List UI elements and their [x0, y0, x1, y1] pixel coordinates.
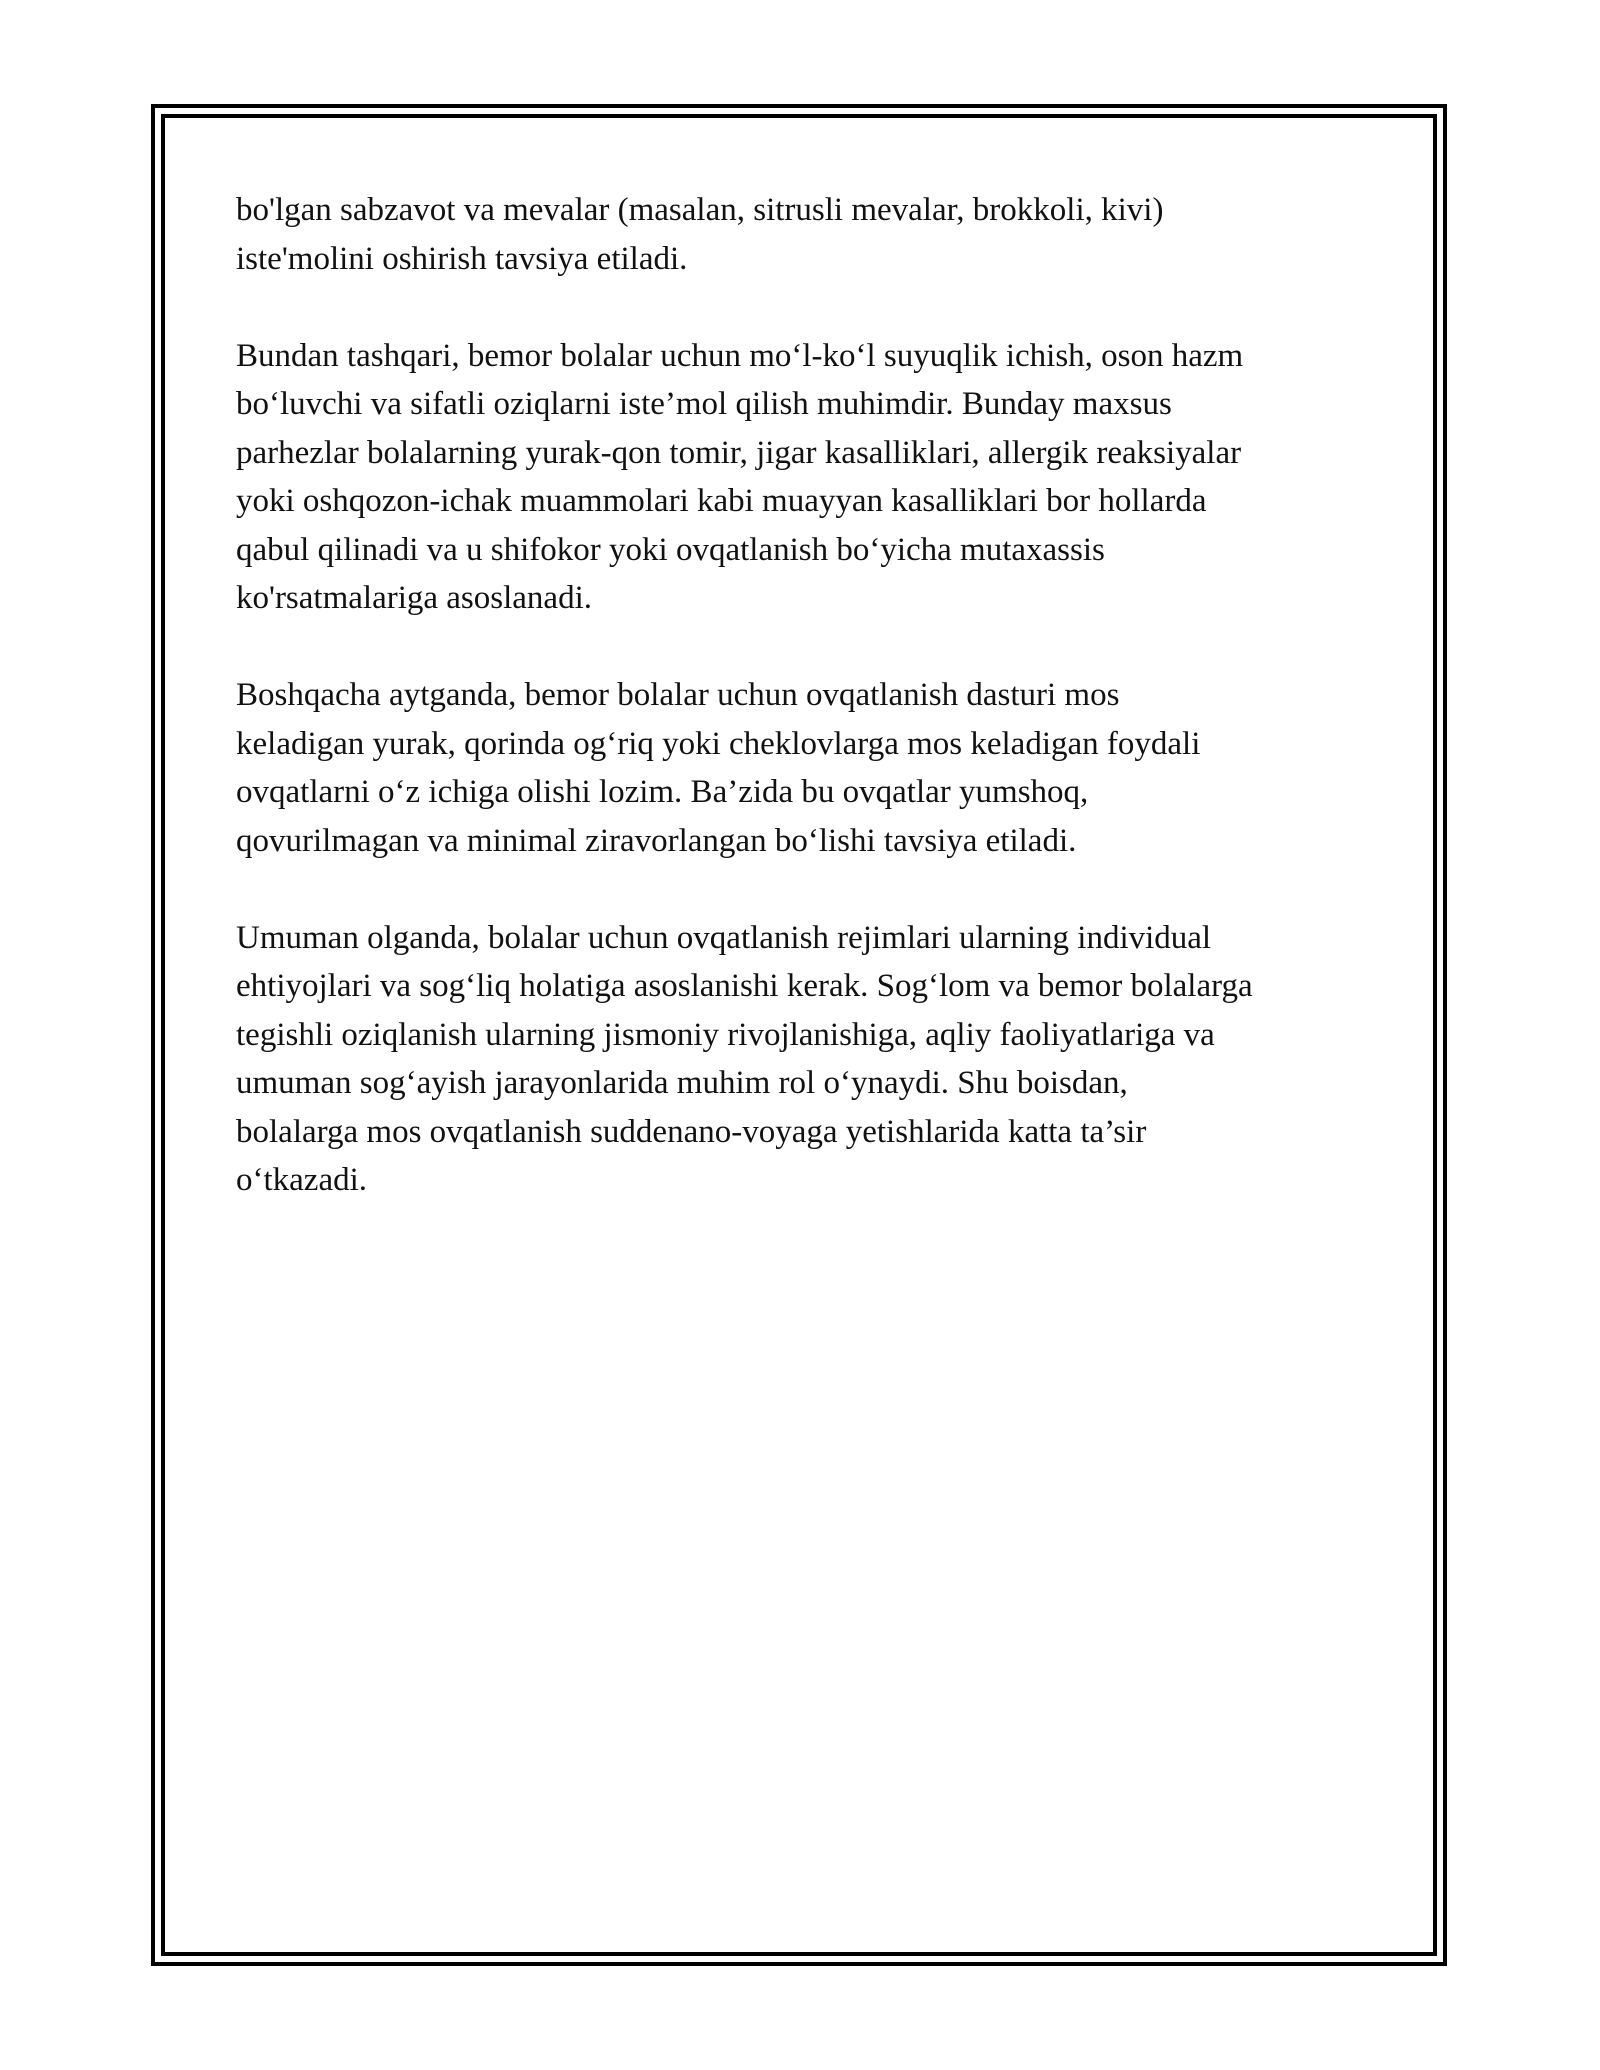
- document-body: [236, 186, 1386, 1253]
- paragraph-4: Umuman olganda, bolalar uchun ovqatlanish rejimlari ularning individual ehtiyojlari va sog‘liq holatiga asoslanishi kerak. Sog‘lom va bemor bolalarga tegishli oziqlanish ularning jismoniy rivojlanishiga, aqliy faoliyatlariga va umuman sog‘ayish jarayonlarida muhim rol o‘ynaydi. Shu boisdan, bolalarga mos ovqatlanish suddenano-voyaga yetishlarida katta ta’sir o‘tkazadi.: [236, 919, 1253, 1198]
- paragraph-2: Bundan tashqari, bemor bolalar uchun mo‘l-ko‘l suyuqlik ichish, oson hazm bo‘luvchi va sifatli oziqlarni iste’mol qilish muhimdir. Bunday maxsus parhezlar bolalarning yurak-qon tomir, jigar kasalliklari, allergik reaksiyalar yoki oshqozon-ichak muammolari kabi muayyan kasalliklari bor hollarda qabul qilinadi va u shifokor yoki ovqatlanish bo‘yicha mutaxassis ko'rsatmalariga asoslanadi.: [236, 337, 1244, 616]
- paragraph-1: bo'lgan sabzavot va mevalar (masalan, sitrusli mevalar, brokkoli, kivi) iste'molini oshirish tavsiya etiladi.: [236, 192, 1164, 277]
- paragraph-3: Boshqacha aytganda, bemor bolalar uchun ovqatlanish dasturi mos keladigan yurak, qorinda og‘riq yoki cheklovlarga mos keladigan foydali ovqatlarni o‘z ichiga olishi lozim. Ba’zida bu ovqatlar yumshoq, qovurilmagan va minimal ziravorlangan bo‘lishi tavsiya etiladi.: [236, 677, 1201, 859]
